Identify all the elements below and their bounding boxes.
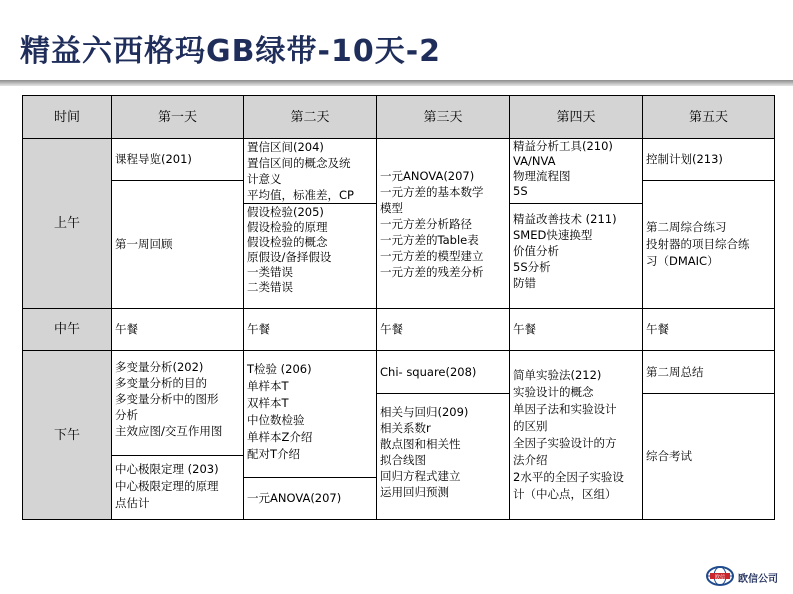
header-day1: 第一天 — [111, 95, 244, 139]
period-morning: 上午 — [22, 138, 112, 309]
cell-afternoon-day1-b: 中心极限定理 (203) 中心极限定理的原理 点估计 — [111, 455, 244, 520]
cell-morning-day5-a: 控制计划(213) — [642, 138, 775, 181]
cell-noon-day1: 午餐 — [111, 308, 244, 351]
cell-morning-day2-a: 置信区间(204) 置信区间的概念及统 计意义 平均值，标准差，CP — [243, 138, 377, 204]
cell-morning-day2-b: 假设检验(205) 假设检验的原理 假设检验的概念 原假设/备择假设 一类错误 二类错误 — [243, 203, 377, 309]
cell-morning-day4-b: 精益改善技术 (211) SMED快速换型 价值分析 5S分析 防错 — [509, 203, 643, 309]
page-title: 精益六西格玛GB绿带-10天-2 — [20, 34, 442, 69]
cell-morning-day5-b: 第二周综合练习 投射器的项目综合练 习（DMAIC） — [642, 180, 775, 309]
cell-morning-day4-a: 精益分析工具(210) VA/NVA 物理流程图 5S — [509, 138, 643, 204]
cell-afternoon-day3-b: 相关与回归(209) 相关系数r 散点图和相关性 拟合线图 回归方程式建立 运用回归预测 — [376, 393, 510, 520]
cell-noon-day5: 午餐 — [642, 308, 775, 351]
cell-noon-day3: 午餐 — [376, 308, 510, 351]
cell-afternoon-day2-b: 一元ANOVA(207) — [243, 477, 377, 520]
cell-afternoon-day2-a: T检验 (206) 单样本T 双样本T 中位数检验 单样本Z介绍 配对T介绍 — [243, 350, 377, 478]
cell-noon-day4: 午餐 — [509, 308, 643, 351]
cell-noon-day2: 午餐 — [243, 308, 377, 351]
header-day5: 第五天 — [642, 95, 775, 139]
header-day2: 第二天 — [243, 95, 377, 139]
cell-afternoon-day4: 简单实验法(212) 实验设计的概念 单因子法和实验设计 的区别 全因子实验设计的方 法介绍 2水平的全因子实验设 计（中心点，区组） — [509, 350, 643, 520]
period-afternoon: 下午 — [22, 350, 112, 520]
cell-afternoon-day3-a: Chi- square(208) — [376, 350, 510, 394]
header-day4: 第四天 — [509, 95, 643, 139]
cell-afternoon-day5-b: 综合考试 — [642, 393, 775, 520]
header-time: 时间 — [22, 95, 112, 139]
cell-morning-day1-b: 第一周回顾 — [111, 180, 244, 309]
cell-afternoon-day1-a: 多变量分析(202) 多变量分析的目的 多变量分析中的图形 分析 主效应图/交互作用图 — [111, 350, 244, 456]
company-name: 欧信公司 — [738, 574, 778, 585]
company-logo-icon — [705, 565, 735, 587]
period-noon: 中午 — [22, 308, 112, 351]
header-day3: 第三天 — [376, 95, 510, 139]
cell-morning-day3: 一元ANOVA(207) 一元方差的基本数学 模型 一元方差分析路径 一元方差的Table表 一元方差的模型建立 一元方差的残差分析 — [376, 138, 510, 309]
logo-mark-text: 欧信 — [714, 574, 726, 581]
cell-afternoon-day5-a: 第二周总结 — [642, 350, 775, 394]
cell-morning-day1-a: 课程导览(201) — [111, 138, 244, 181]
